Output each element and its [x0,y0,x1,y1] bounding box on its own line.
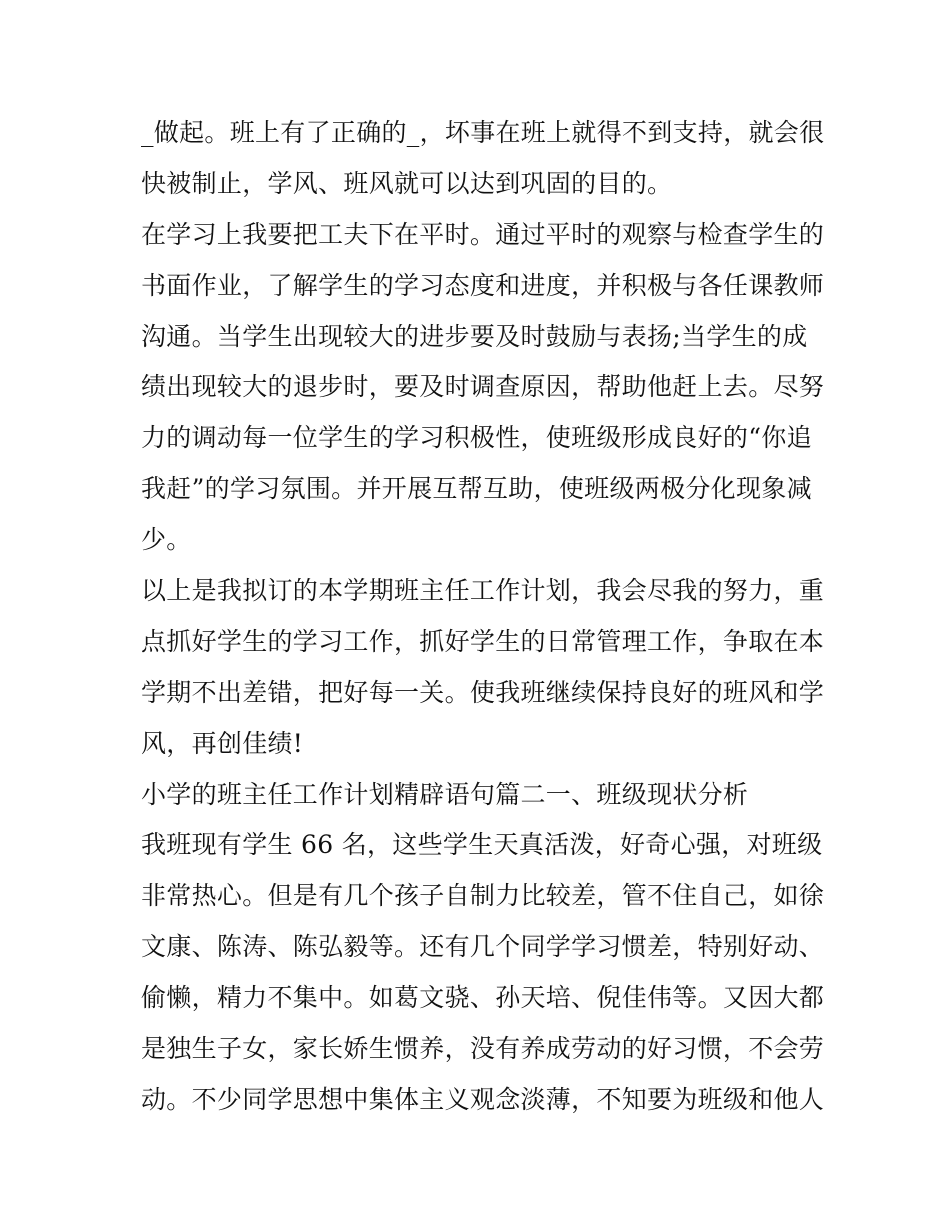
text-line: 动。不少同学思想中集体主义观念淡薄，不知要为班级和他人 [141,1084,825,1114]
text-line: 点抓好学生的学习工作，抓好学生的日常管理工作，争取在本 [141,626,825,656]
text-line: 少。 [141,525,192,555]
text-line: 学期不出差错，把好每一关。使我班继续保持良好的班风和学 [141,677,825,707]
section-heading: 小学的班主任工作计划精辟语句篇二一、班级现状分析 [141,779,749,809]
text-line: 文康、陈涛、陈弘毅等。还有几个同学学习惯差，特别好动、 [141,932,825,962]
text-line: 书面作业，了解学生的学习态度和进度，并积极与各任课教师 [141,270,825,300]
text-line: 偷懒，精力不集中。如葛文骁、孙天培、倪佳伟等。又因大都 [141,983,825,1013]
text-line: 风，再创佳绩! [141,728,304,758]
text-line: 在学习上我要把工夫下在平时。通过平时的观察与检查学生的 [141,219,825,249]
text-line: _做起。班上有了正确的_，坏事在班上就得不到支持，就会很 [141,118,825,147]
text-line: 沟通。当学生出现较大的进步要及时鼓励与表扬;当学生的成 [141,321,808,351]
body-text [141,108,825,1126]
text-line: 非常热心。但是有几个孩子自制力比较差，管不住自己，如徐 [141,881,825,911]
text-line: 是独生子女，家长娇生惯养，没有养成劳动的好习惯，不会劳 [141,1034,825,1064]
text-line: 力的调动每一位学生的学习积极性，使班级形成良好的“你追 [141,423,812,453]
text-line: 以上是我拟订的本学期班主任工作计划，我会尽我的努力，重 [141,576,825,606]
text-line: 绩出现较大的退步时，要及时调查原因，帮助他赶上去。尽努 [141,372,825,402]
text-line: 快被制止，学风、班风就可以达到巩固的目的。 [141,168,673,198]
text-line: 我班现有学生 66 名，这些学生天真活泼，好奇心强，对班级 [141,830,823,860]
text-line: 我赶”的学习氛围。并开展互帮互助，使班级两极分化现象减 [141,474,812,504]
